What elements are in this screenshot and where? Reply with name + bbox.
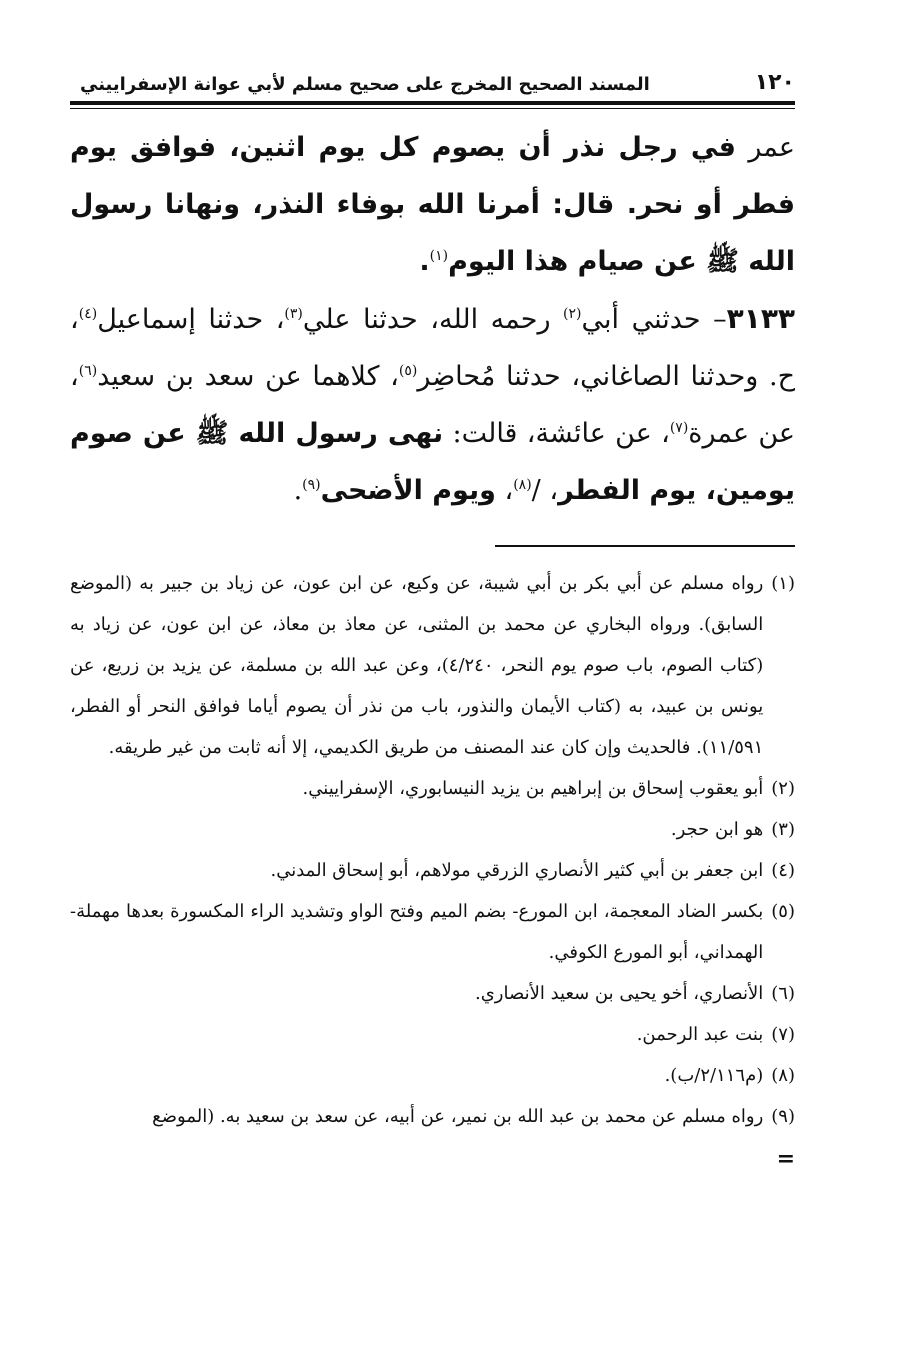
- hadith-text: في رجل نذر أن يصوم كل يوم اثنين، فوافق يوم فطر أو نحر. قال: أمرنا الله بوفاء النذر، ونهانا رسول الله ﷺ عن صيام هذا اليوم: [70, 132, 795, 277]
- footnote: [70, 891, 795, 973]
- footnote-text: أبو يعقوب إسحاق بن إبراهيم بن يزيد النيسابوري، الإسفراييني.: [302, 778, 764, 799]
- footnote-number: (٣): [771, 819, 795, 840]
- text-run: .: [419, 246, 430, 277]
- footnote: [70, 850, 795, 891]
- footnote: [70, 563, 795, 768]
- header-rule-thin: [70, 108, 795, 109]
- footnote-text: الأنصاري، أخو يحيى بن سعيد الأنصاري.: [474, 983, 764, 1004]
- text-run: ، ح. وحدثنا الصاغاني، حدثنا مُحاضِر: [70, 304, 796, 392]
- footnote: [70, 768, 795, 809]
- footnote: [70, 1055, 795, 1096]
- text-run: – حدثني أبي: [581, 304, 727, 335]
- footnote-ref[interactable]: (٣): [284, 306, 303, 322]
- footnote-text: هو ابن حجر.: [670, 819, 764, 840]
- footnote-text: بكسر الضاد المعجمة، ابن المورع- بضم الميم وفتح الواو وتشديد الراء المكسورة بعدها مهملة- الهمداني، أبو المورع الكوفي.: [70, 901, 764, 963]
- footnote-text: بنت عبد الرحمن.: [636, 1024, 764, 1045]
- text-run: .: [293, 475, 303, 506]
- footnote-number: (٢): [771, 778, 795, 799]
- page-header: [70, 55, 795, 95]
- page: [70, 55, 795, 1180]
- text-run: ،: [495, 475, 514, 506]
- text-run: ، كلاهما عن سعد بن سعيد: [97, 361, 399, 392]
- footnote-number: (٤): [771, 860, 795, 881]
- footnote-separator: [495, 545, 795, 547]
- hadith-number: ٣١٣٣: [726, 302, 795, 335]
- footnote-ref[interactable]: (١): [429, 248, 449, 264]
- paragraph-1: [70, 119, 795, 290]
- running-title: المسند الصحيح المخرج على صحيح مسلم لأبي عوانة الإسفراييني: [80, 74, 650, 95]
- main-text: [70, 119, 795, 519]
- footnote-ref[interactable]: (٦): [78, 363, 98, 379]
- footnote-text: ابن جعفر بن أبي كثير الأنصاري الزرقي مولاهم، أبو إسحاق المدني.: [270, 860, 764, 881]
- hadith-text: نهى رسول الله ﷺ عن صوم يومين، يوم الفطر: [70, 418, 795, 506]
- footnote-number: (٥): [771, 901, 795, 922]
- footnote-number: (٦): [771, 983, 795, 1004]
- page-number: ١٢٠: [754, 70, 795, 95]
- continuation-mark: =: [776, 1146, 795, 1172]
- text-run: ، حدثنا إسماعيل: [97, 304, 285, 335]
- footnote-text: رواه مسلم عن أبي بكر بن أبي شيبة، عن وكيع، عن ابن عون، عن زياد بن جبير به (الموضع السابق). ورواه البخاري عن محمد بن المثنى، عن معاذ بن معاذ، عن ابن عون، عن زياد به (كتاب الصوم، باب صوم يوم النحر، ٤/٢٤٠)، وعن عبد الله بن مسلمة، عن يزيد بن زريع، عن يونس بن عبيد، به (كتاب الأيمان والنذور، باب من نذر أن يصوم أياما فوافق النحر أو الفطر، ١١/٥٩١). فالحديث وإن كان عند المصنف من طريق الكديمي، إلا أنه ثابت من غير طريقه.: [70, 573, 764, 758]
- footnote: [70, 1014, 795, 1055]
- footnote-ref[interactable]: (٨): [513, 477, 532, 493]
- footnote: [70, 973, 795, 1014]
- footnote-ref[interactable]: (٤): [78, 306, 98, 322]
- footnote: [70, 1096, 795, 1137]
- footnote-number: (٧): [771, 1024, 795, 1045]
- hadith-text: ويوم الأضحى: [320, 475, 496, 506]
- text-run: ، /: [531, 475, 559, 506]
- text-run: عمر: [735, 132, 795, 163]
- footnote-ref[interactable]: (٩): [302, 477, 321, 493]
- footnote-ref[interactable]: (٧): [669, 420, 689, 436]
- text-run: ، عن عائشة، قالت:: [443, 418, 670, 449]
- footnote-text: رواه مسلم عن محمد بن عبد الله بن نمير، عن أبيه، عن سعد بن سعيد به. (الموضع: [152, 1106, 764, 1127]
- footnote-ref[interactable]: (٥): [398, 363, 418, 379]
- footnote-number: (٨): [771, 1065, 795, 1086]
- header-rule-thick: [70, 101, 795, 105]
- footnote-number: (١): [771, 573, 795, 594]
- footnote-text: (م٢/١١٦/ب).: [664, 1065, 764, 1086]
- text-run: رحمه الله، حدثنا علي: [302, 304, 564, 335]
- footnotes: [70, 563, 795, 1180]
- paragraph-3133: [70, 290, 795, 519]
- footnote: [70, 809, 795, 850]
- footnote-number: (٩): [771, 1106, 795, 1127]
- footnote-ref[interactable]: (٢): [563, 306, 582, 322]
- text-run: ، عن عمرة: [70, 361, 796, 449]
